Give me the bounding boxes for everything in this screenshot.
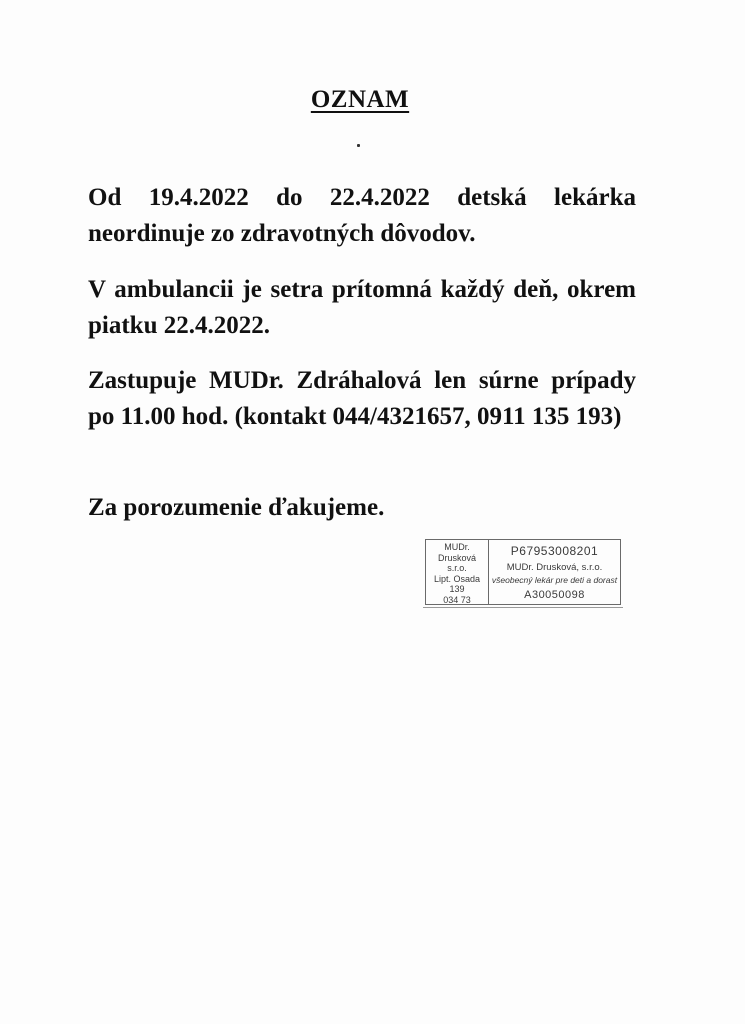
stamp-address-line: 139 xyxy=(449,584,465,594)
stamp-address-line: Drusková xyxy=(437,552,476,563)
paragraph-thanks: Za porozumenie ďakujeme. xyxy=(88,494,385,521)
clinic-stamp xyxy=(423,537,623,609)
stamp-clinic-role: všeobecný lekár pre deti a dorast xyxy=(491,575,618,585)
stamp-address-block xyxy=(425,539,489,605)
stamp-doctor-block xyxy=(489,539,621,605)
stamp-address-line: 034 73 xyxy=(443,594,471,605)
stamp-address-line: MUDr. xyxy=(444,542,470,552)
stamp-address-line: Lipt. Osada xyxy=(433,573,481,584)
scan-speck xyxy=(357,144,360,147)
stamp-underline xyxy=(423,607,623,608)
notice-title: OZNAM xyxy=(310,86,410,113)
stamp-clinic-name: MUDr. Drusková, s.r.o. xyxy=(506,562,603,573)
paragraph-substitute-doctor: Zastupuje MUDr. Zdráhalová len súrne prípady po 11.00 hod. (kontakt 044/4321657, 0911 135 193) xyxy=(88,367,636,430)
paragraph-nurse-presence: V ambulancii je setra prítomná každý deň, okrem piatku 22.4.2022. xyxy=(88,276,636,339)
paragraph-absence-dates: Od 19.4.2022 do 22.4.2022 detská lekárka neordinuje zo zdravotných dôvodov. xyxy=(88,184,636,247)
stamp-code-top: P67953008201 xyxy=(510,544,599,558)
stamp-address-line: s.r.o. xyxy=(447,563,467,573)
stamp-code-bottom: A30050098 xyxy=(524,589,585,601)
